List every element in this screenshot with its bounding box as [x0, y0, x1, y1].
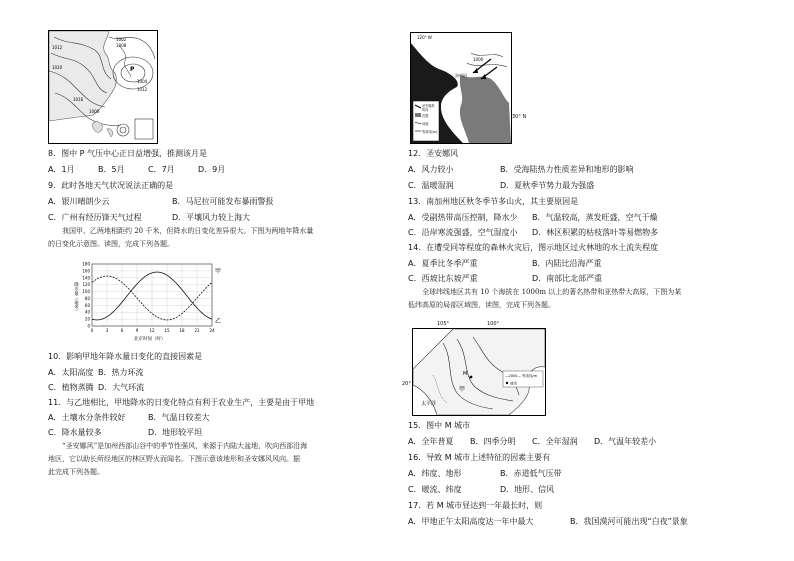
pressure-center-label: P	[130, 66, 135, 73]
isobar-map-svg	[49, 31, 157, 143]
california-map-svg	[411, 33, 511, 143]
latitude-label: 30° N	[512, 114, 527, 120]
sea-label: 太平洋	[421, 401, 437, 407]
q11-option-a[interactable]: A．土壤水分条件较好	[48, 413, 126, 422]
chart-y-tick-label: 20	[84, 316, 90, 322]
q11-option-c[interactable]: C．降水量较多	[48, 428, 102, 437]
q10-option-c[interactable]: C．植物蒸腾	[48, 383, 94, 392]
q16-option-b[interactable]: B．赤道低气压带	[500, 469, 562, 478]
q12-option-c[interactable]: C．温暖湿润	[408, 181, 454, 190]
intro-2-line-2: 的日变化示意图。读图，完成下列各题。	[48, 240, 174, 248]
isobar-label: 1020	[52, 65, 63, 70]
question-10-stem: 10．影响甲地年降水量日变化的直接因素是	[48, 352, 203, 361]
legend-contour: 等高线(m)	[422, 130, 438, 134]
question-13-stem: 13．南加州地区秋冬季节多山火，其主要原因是	[408, 197, 579, 206]
q17-option-a[interactable]: A．甲地正午太阳高度达一年中最大	[408, 517, 534, 526]
q16-option-a[interactable]: A．纬度、地形	[408, 469, 462, 478]
q13-option-b[interactable]: B．气温较高，蒸发旺盛，空气干燥	[532, 213, 658, 222]
precipitation-chart-svg	[70, 260, 230, 346]
q8-option-a[interactable]: A．1月	[48, 165, 75, 174]
map3-longitude-1: 105°	[437, 321, 450, 327]
question-17-stem: 17．若 M 城市昼达到一年最长时，则	[408, 501, 543, 510]
legend-city: 城市	[510, 381, 517, 386]
q14-option-a[interactable]: A．夏季比冬季严重	[408, 259, 478, 268]
isobar-label: 1012	[137, 87, 148, 92]
legend-wind-direction: 风向	[422, 108, 429, 112]
chart-y-tick-label: 100	[82, 289, 90, 295]
q10-option-b[interactable]: B．热力环流	[98, 368, 144, 377]
legend-santa-ana-wind: 圣安娜风	[422, 104, 435, 108]
q12-option-b[interactable]: B．受海陆热力性质差异和地形的影响	[500, 165, 634, 174]
question-8-stem: 8．图中 P 气压中心正日益增强，推测该月是	[48, 149, 207, 158]
isobar-map	[48, 30, 158, 144]
plateau-map	[412, 328, 546, 416]
question-12-stem: 12．圣安娜风	[408, 149, 459, 158]
chart-x-tick-label: 9	[135, 328, 139, 333]
q13-option-c[interactable]: C．沿岸寒流强盛，空气湿度小	[408, 228, 518, 237]
chart-x-tick-label: 6	[120, 328, 124, 333]
city-m-label: M	[463, 371, 468, 377]
q11-option-b[interactable]: B．气温日较差大	[148, 413, 210, 422]
legend-desert: 荒漠	[422, 114, 429, 118]
chart-y-tick-label: 80	[84, 295, 90, 301]
question-11-stem: 11．与乙地相比，甲地降水的日变化特点有利于农业生产，主要是由于甲地	[48, 398, 315, 407]
question-14-stem: 14．在遭受同等程度的森林火灾后，图示地区过火林地的水土流失程度	[408, 243, 659, 252]
q13-option-a[interactable]: A．受副热带高压控制，降水少	[408, 213, 518, 222]
longitude-label: 120° W	[417, 35, 432, 40]
city-label-los-angeles: 洛杉矶	[455, 73, 467, 78]
chart-y-tick-label: 160	[82, 268, 90, 274]
contour-label: 1000	[473, 57, 484, 62]
isobar-label: 1016	[73, 97, 84, 102]
chart-x-tick-label: 12	[149, 328, 155, 333]
intro-paragraph-4	[408, 286, 681, 312]
question-16-stem: 16．导致 M 城市上述特征的因素主要有	[408, 453, 551, 462]
q16-option-c[interactable]: C．暖流、纬度	[408, 485, 462, 494]
isobar-label: 1002	[116, 37, 127, 42]
q8-option-d[interactable]: D．9月	[198, 165, 226, 174]
precipitation-chart	[70, 260, 230, 346]
intro-3-line-3: 此完成下列各题。	[48, 468, 104, 476]
q9-option-a[interactable]: A．银川晴朗少云	[48, 197, 110, 206]
chart-x-tick-label: 24	[209, 328, 215, 333]
q15-option-a[interactable]: A．全年普夏	[408, 437, 454, 446]
isobar-label: 1004	[137, 79, 148, 84]
california-map	[410, 32, 512, 144]
series-jia-label: 甲	[215, 268, 222, 275]
chart-x-tick-label: 3	[105, 328, 109, 333]
q10-option-a[interactable]: A．太阳高度	[48, 368, 94, 377]
q14-option-b[interactable]: B．内陆比沿海严重	[532, 259, 602, 268]
chart-y-tick-label: 140	[82, 275, 90, 281]
question-15-stem: 15．图中 M 城市	[408, 421, 471, 430]
question-9-stem: 9．此时各地天气状况说法正确的是	[48, 181, 174, 190]
intro-3-line-2: 地区，它以助长所经地区的林区野火而闻名。下图示意该地形和圣安娜风风向。据	[48, 455, 300, 463]
intro-4-line-2: 低纬高原的局部区域图，读图，完成下列各题。	[408, 301, 555, 309]
q9-option-b[interactable]: B．马尼拉可能发布暴雨警报	[172, 197, 274, 206]
intro-4-line-1: 全球纬线地区共有 10 个海拔在 1000m 以上的著名热带和亚热带大高原，下图为某	[422, 288, 682, 296]
series-yi-label: 乙	[215, 318, 222, 325]
q11-option-d[interactable]: D．地形较平坦	[148, 428, 203, 437]
isobar-label: 1000	[89, 109, 100, 114]
legend-river: 河流	[422, 122, 429, 126]
isobar-label: 1012	[52, 45, 63, 50]
chart-y-tick-label: 120	[82, 282, 90, 288]
legend-contour-line: —2000— 等高线/m	[505, 374, 538, 378]
chart-x-tick-label: 18	[179, 328, 185, 333]
intro-3-line-1: “圣安娜风”是加州西部山谷中的季节性强风，来源于内陆大盆地，吹向西部沿海	[62, 442, 308, 450]
chart-y-tick-label: 60	[84, 302, 90, 308]
q16-option-d[interactable]: D．地形、信风	[500, 485, 555, 494]
chart-y-tick-label: 0	[87, 323, 90, 329]
region-jia-label: 甲	[459, 386, 466, 393]
q9-option-c[interactable]: C．广州有经历锋天气过程	[48, 213, 142, 222]
q15-option-c[interactable]: C．全年湿润	[532, 437, 578, 446]
isobar-label: 1008	[116, 43, 127, 48]
q15-option-d[interactable]: D．气温年较差小	[594, 437, 657, 446]
q13-option-d[interactable]: D．林区积累的枯枝落叶等易燃物多	[532, 228, 659, 237]
intro-paragraph-3	[48, 440, 307, 479]
q14-option-c[interactable]: C．西坡比东坡严重	[408, 274, 478, 283]
chart-y-axis-label: 降水量（毫米）	[73, 282, 79, 314]
q15-option-b[interactable]: B．四季分明	[470, 437, 516, 446]
q17-option-b[interactable]: B．我国漠河可能出现“白夜”景象	[570, 517, 688, 526]
q9-option-d[interactable]: D．平壤风力较上海大	[172, 213, 251, 222]
chart-y-tick-label: 180	[82, 261, 90, 267]
q14-option-d[interactable]: D．南部比北部严重	[532, 274, 603, 283]
plateau-map-svg	[413, 329, 545, 415]
q8-option-b[interactable]: B．5月	[98, 165, 125, 174]
q10-option-d[interactable]: D．大气环流	[98, 383, 145, 392]
chart-x-tick-label: 21	[194, 328, 200, 333]
q12-option-d[interactable]: D．夏秋季节势力最为强盛	[500, 181, 595, 190]
chart-x-axis-label: 北京时间（时）	[134, 337, 166, 342]
chart-y-tick-label: 40	[84, 309, 90, 315]
chart-x-tick-label: 0	[90, 328, 94, 333]
intro-paragraph-2	[48, 225, 313, 251]
intro-2-line-1: 我国甲、乙两地相距约 20 千米，但降水的日变化差异很大。下图为两地年降水量	[62, 227, 314, 235]
map3-latitude: 20°	[402, 381, 411, 387]
map3-longitude-2: 100°	[487, 321, 500, 327]
q12-option-a[interactable]: A．风力较小	[408, 165, 454, 174]
q8-option-c[interactable]: C．7月	[148, 165, 175, 174]
chart-x-tick-label: 15	[164, 328, 170, 333]
